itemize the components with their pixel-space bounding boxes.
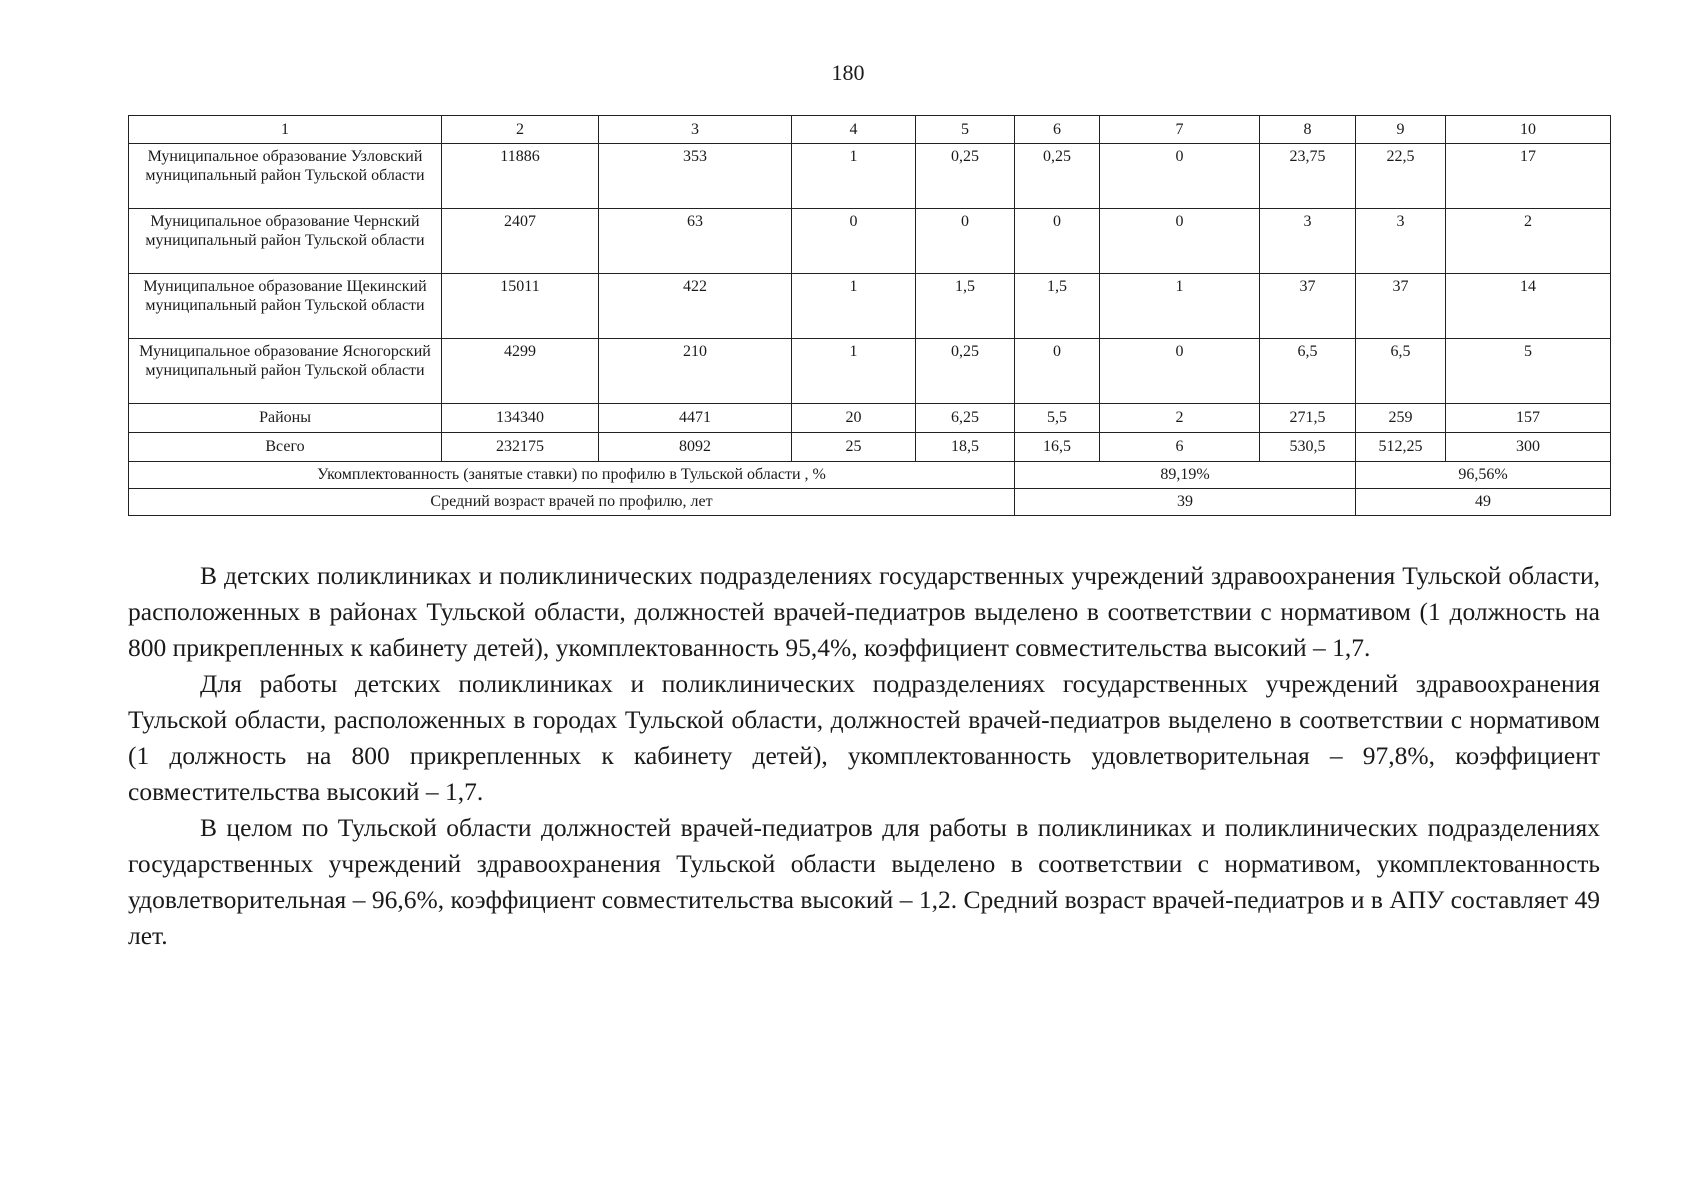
header-cell: 8	[1260, 116, 1356, 144]
staffing-value-b: 96,56%	[1356, 462, 1611, 489]
table-row	[129, 339, 1611, 404]
table-cell: 25	[792, 433, 916, 462]
table-cell: 16,5	[1015, 433, 1100, 462]
header-cell: 4	[792, 116, 916, 144]
header-cell: 5	[916, 116, 1015, 144]
table-cell: 157	[1446, 404, 1611, 433]
header-cell: 6	[1015, 116, 1100, 144]
table-cell: 4299	[442, 339, 599, 404]
table-cell: 0	[1015, 339, 1100, 404]
table-cell: 0	[1100, 144, 1260, 209]
staffing-row	[129, 462, 1611, 489]
header-cell: 10	[1446, 116, 1611, 144]
table-cell: 512,25	[1356, 433, 1446, 462]
table-cell: 15011	[442, 274, 599, 339]
table-cell: 0	[916, 209, 1015, 274]
table-cell: 6	[1100, 433, 1260, 462]
table-cell: 1	[792, 274, 916, 339]
table-cell: 259	[1356, 404, 1446, 433]
grand-total-row	[129, 433, 1611, 462]
table-cell: 271,5	[1260, 404, 1356, 433]
staffing-label: Укомплектованность (занятые ставки) по профилю в Тульской области , %	[129, 462, 1015, 489]
table-cell: 5,5	[1015, 404, 1100, 433]
header-cell: 7	[1100, 116, 1260, 144]
header-cell: 3	[599, 116, 792, 144]
table-cell: 1	[792, 144, 916, 209]
header-cell: 1	[129, 116, 442, 144]
municipality-name: Муниципальное образование Ясногорский муниципальный район Тульской области	[129, 339, 442, 404]
table-cell: 18,5	[916, 433, 1015, 462]
table-cell: 8092	[599, 433, 792, 462]
municipality-name: Муниципальное образование Щекинский муниципальный район Тульской области	[129, 274, 442, 339]
table-cell: 4471	[599, 404, 792, 433]
table-cell: 6,5	[1356, 339, 1446, 404]
districts-total-row	[129, 404, 1611, 433]
table-cell: 17	[1446, 144, 1611, 209]
table-row	[129, 209, 1611, 274]
row-label: Всего	[129, 433, 442, 462]
table-cell: 11886	[442, 144, 599, 209]
table-cell: 530,5	[1260, 433, 1356, 462]
table-cell: 14	[1446, 274, 1611, 339]
average-age-value-a: 39	[1015, 489, 1356, 516]
staffing-value-a: 89,19%	[1015, 462, 1356, 489]
table-cell: 63	[599, 209, 792, 274]
row-label: Районы	[129, 404, 442, 433]
page-number: 180	[831, 60, 865, 85]
header-cell: 2	[442, 116, 599, 144]
statistics-table	[128, 115, 1611, 516]
table-cell: 1	[792, 339, 916, 404]
municipality-name: Муниципальное образование Узловский муниципальный район Тульской области	[129, 144, 442, 209]
table-cell: 37	[1260, 274, 1356, 339]
table-row	[129, 274, 1611, 339]
table-cell: 37	[1356, 274, 1446, 339]
paragraph: В целом по Тульской области должностей врачей-педиатров для работы в поликлиниках и поликлинических подразделениях государственных учреждений здравоохранения Тульской области выделено в соответствии с нормативом, укомплектованность удовлетворительная – 96,6%, коэффициент совместительства высокий – 1,2. Средний возраст врачей-педиатров и в АПУ составляет 49 лет.	[128, 813, 1600, 950]
body-text	[128, 558, 1600, 954]
table-cell: 5	[1446, 339, 1611, 404]
table-cell: 2	[1446, 209, 1611, 274]
table-cell: 1	[1100, 274, 1260, 339]
table-cell: 0,25	[916, 339, 1015, 404]
table-cell: 3	[1356, 209, 1446, 274]
municipality-name: Муниципальное образование Чернский муниципальный район Тульской области	[129, 209, 442, 274]
table-cell: 134340	[442, 404, 599, 433]
paragraph: В детских поликлиниках и поликлинических подразделениях государственных учреждений здравоохранения Тульской области, расположенных в районах Тульской области, должностей врачей-педиатров выделено в соответствии с нормативом (1 должность на 800 прикрепленных к кабинету детей), укомплектованность 95,4%, коэффициент совместительства высокий – 1,7.	[128, 561, 1600, 662]
table-cell: 0	[1015, 209, 1100, 274]
table-cell: 0,25	[1015, 144, 1100, 209]
table-cell: 6,25	[916, 404, 1015, 433]
header-cell: 9	[1356, 116, 1446, 144]
average-age-row	[129, 489, 1611, 516]
table-cell: 0	[792, 209, 916, 274]
table-cell: 300	[1446, 433, 1611, 462]
table-cell: 0,25	[916, 144, 1015, 209]
table-cell: 1,5	[916, 274, 1015, 339]
table-cell: 353	[599, 144, 792, 209]
table-cell: 1,5	[1015, 274, 1100, 339]
table-header-row	[129, 116, 1611, 144]
table-cell: 23,75	[1260, 144, 1356, 209]
table-row	[129, 144, 1611, 209]
table-cell: 2	[1100, 404, 1260, 433]
table-cell: 6,5	[1260, 339, 1356, 404]
table-cell: 0	[1100, 209, 1260, 274]
paragraph: Для работы детских поликлиниках и поликлинических подразделениях государственных учреждений здравоохранения Тульской области, расположенных в городах Тульской области, должностей врачей-педиатров выделено в соответствии с нормативом (1 должность на 800 прикрепленных к кабинету детей), укомплектованность удовлетворительная – 97,8%, коэффициент совместительства высокий – 1,7.	[128, 669, 1600, 806]
average-age-label: Средний возраст врачей по профилю, лет	[129, 489, 1015, 516]
table-cell: 422	[599, 274, 792, 339]
table-cell: 3	[1260, 209, 1356, 274]
table-cell: 2407	[442, 209, 599, 274]
table-cell: 22,5	[1356, 144, 1446, 209]
average-age-value-b: 49	[1356, 489, 1611, 516]
table-cell: 20	[792, 404, 916, 433]
table-cell: 210	[599, 339, 792, 404]
table-cell: 232175	[442, 433, 599, 462]
table-cell: 0	[1100, 339, 1260, 404]
